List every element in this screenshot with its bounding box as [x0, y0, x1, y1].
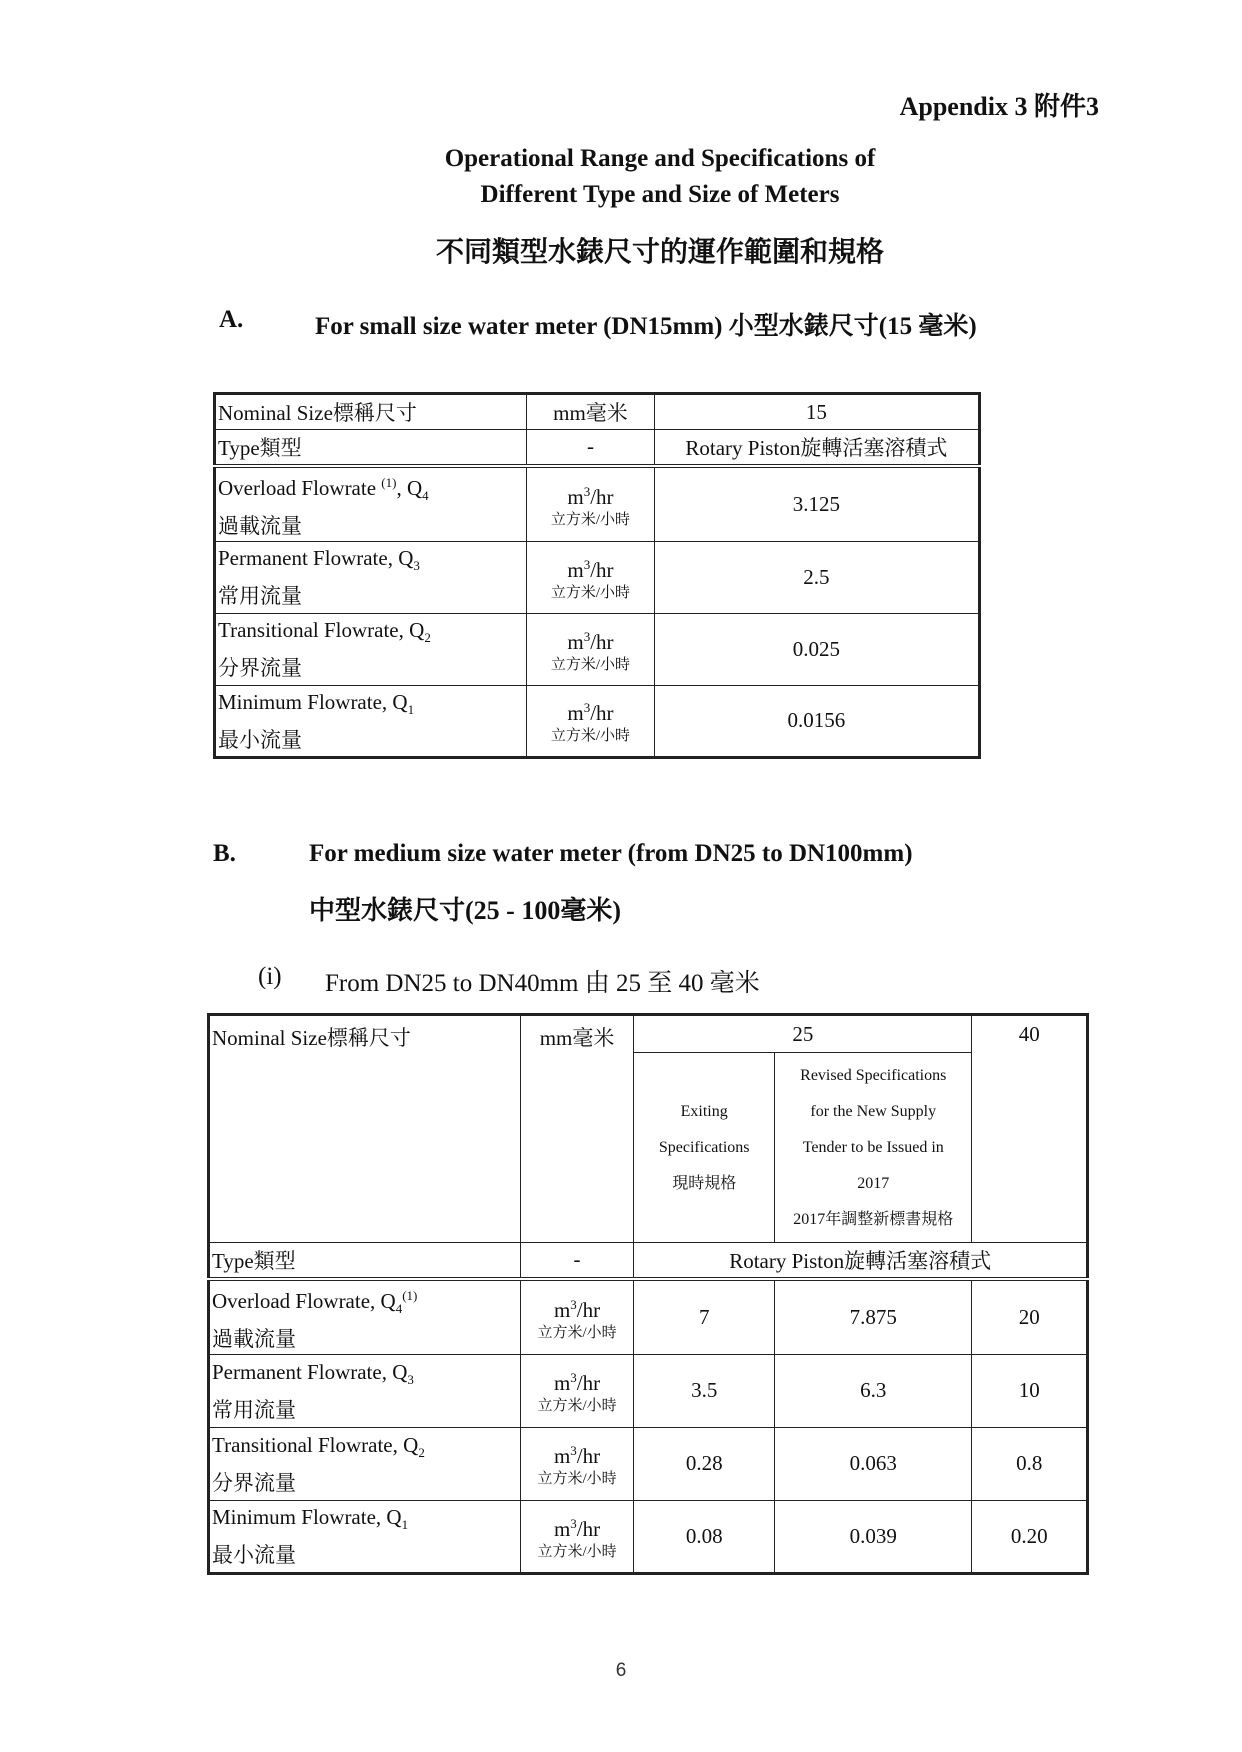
- existing-spec-header: Exiting Specifications 現時規格: [634, 1053, 775, 1243]
- section-a-title: For small size water meter (DN15mm) 小型水錶尺寸(15 毫米): [315, 313, 977, 340]
- revised-value: 6.3: [775, 1354, 972, 1427]
- table-row: [215, 394, 980, 430]
- flowrate-unit: $m^3/hr$ 立方米/小時: [527, 613, 655, 685]
- dn40-value: 0.20: [972, 1500, 1088, 1573]
- revised-value: 7.875: [775, 1279, 972, 1355]
- table-row: [215, 613, 980, 685]
- title-chinese: 不同類型水錶尺寸的運作範圍和規格: [435, 237, 884, 268]
- type-value: Rotary Piston旋轉活塞溶積式: [654, 430, 979, 466]
- small-meter-table: [213, 392, 981, 759]
- type-label: Type類型: [215, 430, 527, 466]
- flowrate-label: Minimum Flowrate, $Q_1$ 最小流量: [209, 1500, 521, 1573]
- revised-spec-header: Revised Specifications for the New Supply Tender to be Issued in 2017 2017年調整新標書規格: [775, 1053, 972, 1243]
- existing-value: 3.5: [634, 1354, 775, 1427]
- table-row: [215, 685, 980, 757]
- table-row: [209, 1427, 1088, 1500]
- flowrate-unit: $m^3/hr$ 立方米/小時: [520, 1427, 634, 1500]
- table-row: [209, 1279, 1088, 1355]
- flowrate-unit: $m^3/hr$ 立方米/小時: [520, 1500, 634, 1573]
- title-line-2: Different Type and Size of Meters: [480, 181, 840, 208]
- table-row: [209, 1500, 1088, 1573]
- flowrate-value: 3.125: [654, 466, 979, 542]
- table-row: [209, 1243, 1088, 1279]
- flowrate-label: Transitional Flowrate, $Q_2$ 分界流量: [209, 1427, 521, 1500]
- existing-value: 7: [634, 1279, 775, 1355]
- flowrate-unit: $m^3/hr$ 立方米/小時: [527, 541, 655, 613]
- type-label: Type類型: [209, 1243, 521, 1279]
- existing-value: 0.28: [634, 1427, 775, 1500]
- flowrate-unit: $m^3/hr$ 立方米/小時: [520, 1354, 634, 1427]
- type-value: Rotary Piston旋轉活塞溶積式: [634, 1243, 1088, 1279]
- appendix-label: Appendix 3 附件3: [899, 92, 1099, 121]
- section-a-number: A.: [219, 306, 244, 333]
- flowrate-label: Permanent Flowrate, $Q_3$ 常用流量: [209, 1354, 521, 1427]
- dn40-value: 20: [972, 1279, 1088, 1355]
- revised-value: 0.063: [775, 1427, 972, 1500]
- flowrate-unit: $m^3/hr$ 立方米/小時: [527, 685, 655, 757]
- section-b-title-chinese: 中型水錶尺寸(25 - 100毫米): [309, 896, 621, 925]
- medium-meter-table: [207, 1013, 1089, 1575]
- nominal-size-label: Nominal Size標稱尺寸: [215, 394, 527, 430]
- subsection-title: From DN25 to DN40mm 由 25 至 40 毫米: [325, 970, 760, 997]
- type-unit: -: [527, 430, 655, 466]
- flowrate-unit: $m^3/hr$ 立方米/小時: [520, 1279, 634, 1355]
- subsection-number: (i): [258, 963, 282, 990]
- table-row: [209, 1354, 1088, 1427]
- nominal-size-unit: mm毫米: [520, 1015, 634, 1243]
- existing-value: 0.08: [634, 1500, 775, 1573]
- flowrate-value: 2.5: [654, 541, 979, 613]
- size-40-header: 40: [972, 1015, 1088, 1243]
- dn40-value: 0.8: [972, 1427, 1088, 1500]
- table-row: [215, 466, 980, 542]
- dn40-value: 10: [972, 1354, 1088, 1427]
- flowrate-label: Permanent Flowrate, $Q_3$ 常用流量: [215, 541, 527, 613]
- flowrate-label: Overload Flowrate, $Q_4^{(1)}$ 過載流量: [209, 1279, 521, 1355]
- page-number: 6: [615, 1660, 627, 1681]
- flowrate-label: Transitional Flowrate, $Q_2$ 分界流量: [215, 613, 527, 685]
- nominal-size-label: Nominal Size標稱尺寸: [209, 1015, 521, 1243]
- flowrate-value: 0.025: [654, 613, 979, 685]
- size-25-header: 25: [634, 1015, 972, 1053]
- nominal-size-unit: mm毫米: [527, 394, 655, 430]
- flowrate-unit: $m^3/hr$ 立方米/小時: [527, 466, 655, 542]
- table-row: [215, 430, 980, 466]
- revised-value: 0.039: [775, 1500, 972, 1573]
- table-row: [209, 1015, 1088, 1053]
- type-unit: -: [520, 1243, 634, 1279]
- title-line-1: Operational Range and Specifications of: [444, 145, 876, 172]
- table-row: [215, 541, 980, 613]
- section-b-title: For medium size water meter (from DN25 to DN100mm): [309, 840, 913, 867]
- flowrate-label: Minimum Flowrate, $Q_1$ 最小流量: [215, 685, 527, 757]
- flowrate-label: Overload Flowrate $^{(1)}$, $Q_4$ 過載流量: [215, 466, 527, 542]
- section-b-number: B.: [213, 840, 236, 867]
- nominal-size-value: 15: [654, 394, 979, 430]
- flowrate-value: 0.0156: [654, 685, 979, 757]
